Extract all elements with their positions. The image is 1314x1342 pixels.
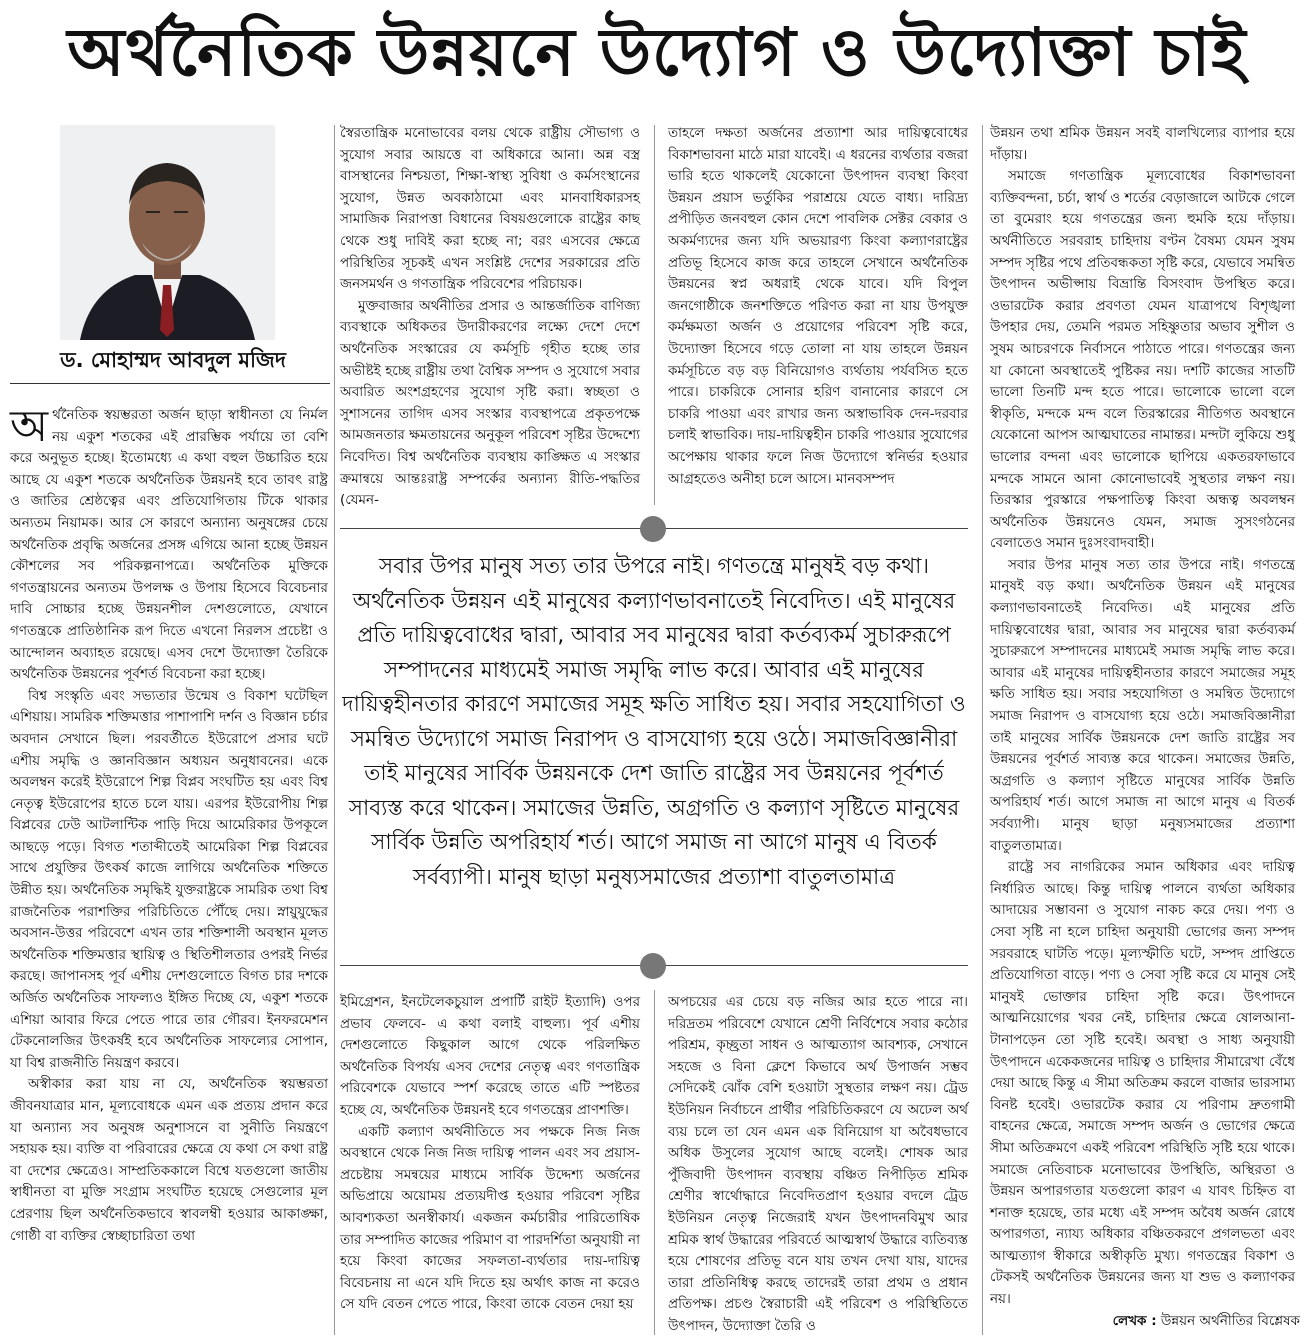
paragraph-2-1: স্বৈরতান্ত্রিক মনোভাবের বলয় থেকে রাষ্ট্রীয় সৌভাগ্য ও সুযোগ সবার আয়ত্তে বা অধিকারে আনা। অন্ন বস্ত্র বাসস্থানের নিশ্চয়তা, শিক্ষা-স্বাস্থ্য সুবিধা ও কর্মসংস্থানের সুযোগ, উন্নত অবকাঠামো এবং মানবাধিকারসহ সামাজিক নিরাপত্তা বিধানের বিষয়গুলোকে রাষ্ট্রের কাছ থেকে শুধু দাবিই করা হচ্ছে না; বরং এসবের ক্ষেত্রে পরিস্থিতির সূচকই এখন সংশ্লিষ্ট দেশের সরকারের প্রতি জনসমর্থন ও গণতান্ত্রিক পরিবেশের পরিচায়ক। <box>340 125 640 293</box>
paragraph-4-3: সবার উপর মানুষ সত্য তার উপরে নাই। গণতন্ত্রে মানুষই বড় কথা। অর্থনৈতিক উন্নয়ন এই মানুষের কল্যাণভাবনাতেই নিবেদিত। এই মানুষের প্রতি দায়িত্ববোধের দ্বারা, আবার সব মানুষের দ্বারা কর্তব্যকর্ম সুচারুরূপে সম্পাদনের মাধ্যমেই সমাজ সমৃদ্ধি লাভ করে। আবার এই মানুষের দায়িত্বহীনতার কারণে সমাজের সমূহ ক্ষতি সাধিত হয়। সবার সহযোগিতা ও সমন্বিত উদ্যোগে সমাজ নিরাপদ ও বাসযোগ্য হয়ে ওঠে। সমাজবিজ্ঞানীরা তাই মানুষের সার্বিক উন্নয়নকে দেশ জাতি রাষ্ট্রের সব উন্নয়নের পূর্বশর্ত সাব্যস্ত করে থাকেন। সমাজের উন্নতি, অগ্রগতি ও কল্যাণ সৃষ্টিতে মানুষের সার্বিক উন্নতি অপরিহার্য শর্ত। আগে সমাজ না আগে মানুষ এ বিতর্ক সর্বব্যাপী। মানুষ ছাড়া মনুষ্যসমাজের প্রত্যাশা বাতুলতামাত্র। <box>990 556 1295 854</box>
pullquote-top-dot <box>640 516 666 542</box>
article-column-4 <box>990 123 1295 1308</box>
article-column-3 <box>668 123 968 495</box>
author-note-text: উন্নয়ন অর্থনীতির বিশ্লেষক <box>1160 1313 1300 1329</box>
paragraph-4-1: উন্নয়ন তথা শ্রমিক উন্নয়ন সবই বালখিল্যের ব্যাপার হয়ে দাঁড়ায়। <box>990 125 1295 163</box>
byline-divider <box>10 383 330 384</box>
paragraph-4-4: রাষ্ট্রে সব নাগরিকের সমান অধিকার এবং দায়িত্ব নির্ধারিত আছে। কিন্তু দায়িত্ব পালনে ব্যর্থতা অধিকার আদায়ের সম্ভাবনা ও সুযোগ নাকচ করে দেয়। পণ্য ও সেবা সৃষ্টি না হলে চাহিদা অনুযায়ী ভোগের জন্য সম্পদ সরবরাহে ঘাটতি পড়ে। মূল্যস্ফীতি ঘটে, সম্পদ প্রাপ্তিতে প্রতিযোগিতা বাড়ে। পণ্য ও সেবা সৃষ্টি করে যে মানুষ সেই মানুষই ভোক্তার চাহিদা সৃষ্টি করে। উৎপাদনে আত্মনিয়োগের খবর নেই, চাহিদার ক্ষেত্রে ষোলআনা-টানাপড়েন তো সৃষ্টি হবেই। অবস্থা ও সাধ্য অনুযায়ী উৎপাদনে একেকজনের দায়িত্ব ও চাহিদার সীমারেখা বেঁধে দেয়া আছে কিন্তু এ সীমা অতিক্রম করলে বাজার ভারসাম্য বিনষ্ট হবেই। ওভারটেক করার যে পরিণাম দ্রুতগামী বাহনের ক্ষেত্রে, সমাজে সম্পদ অর্জন ও ভোগের ক্ষেত্রে সীমা অতিক্রমণে একই পরিবেশ পরিস্থিতি সৃষ্টি হয়ে থাকে। সমাজে নেতিবাচক মনোভাবের উপস্থিতি, অস্থিরতা ও উন্নয়ন অপারগতার যতগুলো কারণ এ যাবৎ চিহ্নিত বা শনাক্ত হয়েছে, তার মধ্যে এই সম্পদ অবৈধ অর্জন রোধে অপারগতা, ন্যায্য অধিকার বঞ্চিতকরণে প্রগলভতা এবং আত্মত্যাগ স্বীকারে অস্বীকৃতি মুখ্য। গণতন্ত্রের বিকাশ ও টেকসই অর্থনৈতিক উন্নয়নের জন্য যা শুভ ও কল্যাণকর নয়। <box>990 859 1295 1308</box>
byline: ড. মোহাম্মদ আবদুল মজিদ <box>60 348 286 372</box>
column-divider-1 <box>334 125 335 1335</box>
article-column-2 <box>340 123 640 509</box>
paragraph-5-1: ইমিগ্রেশন, ইনটেলেকচুয়াল প্রপার্টি রাইট ইত্যাদি) ওপর প্রভাব ফেলবে- এ কথা বলাই বাহুল্য। পূর্ব এশীয় দেশগুলোতে কিছুকাল আগে থেকে পরিলক্ষিত অর্থনৈতিক বিপর্যয় এসব দেশের নেতৃত্ব এবং গণতান্ত্রিক পরিবেশকে যেভাবে স্পর্শ করেছে তাতে এটি স্পষ্টতর হচ্ছে যে, অর্থনৈতিক উন্নয়নই হবে গণতন্ত্রের প্রাণশক্তি। <box>340 994 640 1118</box>
author-photo <box>60 125 275 340</box>
column-divider-3 <box>654 990 655 1335</box>
paragraph-2-2: মুক্তবাজার অর্থনীতির প্রসার ও আন্তর্জাতিক বাণিজ্য ব্যবস্থাকে অধিকতর উদারীকরণের লক্ষ্যে দেশে দেশে অর্থনৈতিক সংস্কারের যে কর্মসূচি গৃহীত হচ্ছে তার অভীষ্টই হচ্ছে রাষ্ট্রীয় তথা বৈশ্বিক সম্পদ ও সুযোগে সবার অবারিত অংশগ্রহণের সুযোগ সৃষ্টি করা। স্বচ্ছতা ও সুশাসনের তাগিদ এসব সংস্কার ব্যবস্থাপত্রে প্রকৃতপক্ষে আমজনতার ক্ষমতায়নের অনুকূল পরিবেশ সৃষ্টির উদ্দেশ্যে নিবেদিত। বিশ্ব অর্থনৈতিক ব্যবস্থায় কাঙ্ক্ষিত এ সংস্কার ক্রমান্বয়ে আন্তঃরাষ্ট্র সম্পর্কের অন্যান্য রীতি-পদ্ধতির (যেমন- <box>340 297 640 509</box>
paragraph-5-2: একটি কল্যাণ অর্থনীতিতে সব পক্ষকে নিজ নিজ অবস্থানে থেকে নিজ নিজ দায়িত্ব পালন এবং সব প্রয়াস-প্রচেষ্টায় সমন্বয়ের মাধ্যমে সার্বিক উদ্দেশ্য অর্জনের অভিপ্রায়ে অয়োময় প্রত্যয়দীপ্ত হওয়ার পরিবেশ সৃষ্টির আবশ্যকতা অনস্বীকার্য। একজন কর্মচারীর পারিতোষিক তার সম্পাদিত কাজের পরিমাণ বা পারদর্শিতা অনুযায়ী না হয়ে কিংবা কাজের সফলতা-ব্যর্থতার দায়-দায়িত্ব বিবেচনায় না এনে যদি দিতে হয় অর্থাৎ কাজ না করেও সে যদি বেতন পেতে পারে, কিংবা তাকে বেতন দেয়া হয় <box>340 1123 640 1313</box>
author-note <box>1040 1310 1300 1332</box>
author-note-label: লেখক : <box>1112 1313 1157 1329</box>
paragraph-1-3: অস্বীকার করা যায় না যে, অর্থনৈতিক স্বয়ম্ভরতা জীবনযাত্রার মান, মূল্যবোধকে এমন এক প্রত্যয় প্রদান করে যা অন্যান্য সব অনুষঙ্গ অনুশাসনে বা সুনীতি নিয়ন্ত্রণে সহায়ক হয়। ব্যক্তি বা পরিবারের ক্ষেত্রে যে কথা সে কথা রাষ্ট্র বা দেশের ক্ষেত্রেও। সাম্প্রতিককালে বিশ্বে যতগুলো জাতীয় স্বাধীনতা বা মুক্তি সংগ্রাম সংঘটিত হয়েছে সেগুলোর মূল প্রেরণায় ছিল অর্থনৈতিকভাবে স্বাবলম্বী হওয়ার আকাঙ্ক্ষা, গোষ্ঠী বা ব্যক্তির স্বেচ্ছাচারিতা তথা <box>10 1076 328 1244</box>
article-column-5 <box>340 992 640 1337</box>
pullquote: সবার উপর মানুষ সত্য তার উপরে নাই। গণতন্ত্রে মানুষই বড় কথা। অর্থনৈতিক উন্নয়ন এই মানুষের কল্যাণভাবনাতেই নিবেদিত। এই মানুষের প্রতি দায়িত্ববোধের দ্বারা, আবার সব মানুষের দ্বারা কর্তব্যকর্ম সুচারুরূপে সম্পাদনের মাধ্যমেই সমাজ সমৃদ্ধি লাভ করে। আবার এই মানুষের দায়িত্বহীনতার কারণে সমাজের সমূহ ক্ষতি সাধিত হয়। সবার সহযোগিতা ও সমন্বিত উদ্যোগে সমাজ নিরাপদ ও বাসযোগ্য হয়ে ওঠে। সমাজবিজ্ঞানীরা তাই মানুষের সার্বিক উন্নয়নকে দেশ জাতি রাষ্ট্রের সব উন্নয়নের পূর্বশর্ত সাব্যস্ত করে থাকেন। সমাজের উন্নতি, অগ্রগতি ও কল্যাণ সৃষ্টিতে মানুষের সার্বিক উন্নতি অপরিহার্য শর্ত। আগে সমাজ না আগে মানুষ এ বিতর্ক সর্বব্যাপী। মানুষ ছাড়া মনুষ্যসমাজের প্রত্যাশা বাতুলতামাত্র <box>342 554 966 890</box>
paragraph-3-1: তাহলে দক্ষতা অর্জনের প্রত্যাশা আর দায়িত্ববোধের বিকাশভাবনা মাঠে মারা যাবেই। এ ধরনের ব্যর্থতার বজরা ভারি হতে থাকলেই যেকোনো উৎপাদন ব্যবস্থা কিংবা উন্নয়ন প্রয়াস ভর্তুকির পরাশ্রয়ে যেতে বাধ্য। দারিদ্র্য প্রপীড়িত জনবহুল কোন দেশে পাবলিক সেক্টর বেকার ও অকর্মণ্যদের জন্য যদি অভয়ারণ্য কিংবা কল্যাণরাষ্ট্রের প্রতিভূ হিসেবে কাজ করে তাহলে সেখানে অর্থনৈতিক উন্নয়নের স্বপ্ন অধরাই থেকে যাবে। যদি বিপুল জনগোষ্ঠীকে জনশক্তিতে পরিণত করা না যায় উপযুক্ত কর্মক্ষমতা অর্জন ও প্রয়োগের পরিবেশ সৃষ্টি করে, উদ্যোক্তা হিসেবে গড়ে তোলা না যায় তাহলে উন্নয়ন কর্মসূচিতে বড় বড় বিনিয়োগও ব্যর্থতায় পর্যবসিত হতে পারে। চাকরিকে সোনার হরিণ বানানোর কারণে সে চাকরি পাওয়া এবং রাখার জন্য অস্বাভাবিক দেন-দরবার চলাই স্বাভাবিক। দায়-দায়িত্বহীন চাকরি পাওয়ার সুযোগের অপেক্ষায় থাকার ফলে নিজ উদ্যোগে স্বনির্ভর হওয়ার আগ্রহতেও অনীহা চলে আসে। মানবসম্পদ <box>668 125 968 487</box>
paragraph-4-2: সমাজে গণতান্ত্রিক মূল্যবোধের বিকাশভাবনা ব্যক্তিবন্দনা, চর্চা, স্বার্থ ও শর্তের বেড়াজালে আটকে গেলে তা বুমেরাং হয়ে গণতন্ত্রের জন্য হুমকি হয়ে দাঁড়ায়। অর্থনীতিতে সরবরাহ চাহিদায় বণ্টন বৈষম্য যেমন সুষম সম্পদ সৃষ্টির পথে প্রতিবন্ধকতা সৃষ্টি করে, যেভাবে সমন্বিত উৎপাদন অভীপ্সায় বিভ্রান্তি বিসংবাদ উপস্থিত করে। ওভারটেক করার প্রবণতা যেমন যাত্রাপথে বিশৃঙ্খলা উপহার দেয়, তেমনি পরমত সহিষ্ণুতার অভাব সুশীল ও সুষম আচরণকে নির্বাসনে পাঠাতে পারে। গণতন্ত্রের জন্য যা কোনো অবস্থাতেই পুষ্টিকর নয়। দশটি কাজের সাতটি ভালো তিনটি মন্দ হতে পারে। ভালোকে ভালো বলে স্বীকৃতি, মন্দকে মন্দ বলে তিরস্কারের নীতিগত অবস্থানে যেকোনো আপস আত্মঘাতের নামান্তর। মন্দটা লুকিয়ে শুধু ভালোর বন্দনা এবং ভালোকে ছাপিয়ে একতরফাভাবে মন্দকে সামনে আনা কোনোভাবেই সুস্থতার লক্ষণ নয়। তিরস্কার পুরস্কারে পক্ষপাতিত্ব কিংবা অন্ধত্ব অবলম্বন অর্থনৈতিক উন্নয়নেও যেমন, সমাজ সুসংগঠনের বেলাতেও সমান দুঃসংবাদবাহী। <box>990 168 1295 552</box>
dropcap: অ <box>10 401 49 452</box>
article-column-1 <box>10 401 328 1335</box>
paragraph-1-2: বিশ্ব সংস্কৃতি এবং সভ্যতার উন্মেষ ও বিকাশ ঘটেছিল এশিয়ায়। সামরিক শক্তিমত্তার পাশাপাশি দর্শন ও বিজ্ঞান চর্চার অবদান সেখানে ছিল। পরবর্তীতে ইউরোপে প্রসার ঘটে এশীয় সমৃদ্ধি ও জ্ঞানবিজ্ঞান অধ্যয়ন অনুধাবনের। একে অবলম্বন করেই ইউরোপে শিল্প বিপ্লব সংঘটিত হয় এবং বিশ্ব নেতৃত্ব ইউরোপের হাতে চলে যায়। এরপর ইউরোপীয় শিল্প বিপ্লবের ঢেউ আটলান্টিক পাড়ি দিয়ে আমেরিকার উপকূলে আছড়ে পড়ে। বিগত শতাব্দীতেই আমেরিকা শিল্প বিপ্লবের সাথে প্রযুক্তির উৎকর্ষ কাজে লাগিয়ে অর্থনৈতিক শক্তিতে উন্নীত হয়। অর্থনৈতিক সমৃদ্ধিই যুক্তরাষ্ট্রকে সামরিক তথা বিশ্ব রাজনৈতিক পরাশক্তির পরিচিতিতে পৌঁছে দেয়। স্নায়ুযুদ্ধের অবসান-উত্তর পরিবেশে এখন তার শক্তিশালী অবস্থান মূলত অর্থনৈতিক শক্তিমত্তার স্থায়িত্ব ও স্থিতিশীলতার ওপরই নির্ভর করছে। জাপানসহ পূর্ব এশীয় দেশগুলোতে বিগত চার দশকে অর্জিত অর্থনৈতিক সাফল্যও ইঙ্গিত দিচ্ছে যে, একুশ শতকে এশিয়া আবার ফিরে পেতে পারে তার গৌরব। ইনফরমেশন টেকনোলজির উৎকর্ষই হবে অর্থনৈতিক সাফল্যের সোপান, যা বিশ্ব রাজনীতি নিয়ন্ত্রণ করবে। <box>10 687 328 1071</box>
headline: অর্থনৈতিক উন্নয়নে উদ্যোগ ও উদ্যোক্তা চাই <box>67 14 1247 91</box>
paragraph-6-1: অপচয়ের এর চেয়ে বড় নজির আর হতে পারে না। দরিদ্রতম পরিবেশে যেখানে শ্রেণী নির্বিশেষে সবার কঠোর পরিশ্রম, কৃচ্ছ্রতা সাধন ও আত্মত্যাগ আবশ্যক, সেখানে সহজে ও বিনা ক্লেশে কিভাবে অর্থ উপার্জন সম্ভব সেদিকেই ঝোঁক বেশি হওয়াটা সুস্থতার লক্ষণ নয়। ট্রেড ইউনিয়ন নির্বাচনে প্রার্থীর পরিচিতিকরণে যে অঢেল অর্থ ব্যয় চলে তা যেন এমন এক বিনিয়োগ যা অবৈধভাবে অধিক উসুলের সুযোগ আছে বলেই। শোষক আর পুঁজিবাদী উৎপাদন ব্যবস্থায় বঞ্চিত নিপীড়িত শ্রমিক শ্রেণীর স্বার্থোদ্ধারে নিবেদিতপ্রাণ হওয়ার বদলে ট্রেড ইউনিয়ন নেতৃত্ব নিজেরাই যখন উৎপাদনবিমুখ আর শ্রমিক স্বার্থ উদ্ধারের পরিবর্তে আত্মস্বার্থ উদ্ধারে ব্যতিব্যস্ত হয়ে শোষণের প্রতিভূ বনে যায় তখন দেখা যায়, যাদের তারা প্রতিনিধিত্ব করছে তাদেরই তারা প্রথম ও প্রধান প্রতিপক্ষ। প্রচণ্ড স্বৈরাচারী এই পরিবেশ ও পরিস্থিতিতে উৎপাদন, উদ্যোক্তা তৈরি ও <box>668 994 968 1334</box>
paragraph-1-1: অর্থনৈতিক স্বয়ম্ভরতা অর্জন ছাড়া স্বাধীনতা যে নির্মল নয় একুশ শতকের এই প্রারম্ভিক পর্যায়ে তা বেশি করে অনুভূত হচ্ছে। ইতোমধ্যে এ কথা বহুল উচ্চারিত হয়ে আছে যে একুশ শতকে অর্থনৈতিক উন্নয়নই হবে তাবৎ রাষ্ট্র ও জাতির শ্রেষ্ঠত্বের এবং প্রতিযোগিতায় টিকে থাকার অন্যতম নিয়ামক। আর সে কারণে অন্যান্য অনুষঙ্গের চেয়ে অর্থনৈতিক প্রবৃদ্ধি অর্জনের প্রসঙ্গ এগিয়ে আনা হচ্ছে উন্নয়ন কৌশলের সব পরিকল্পনাপত্রে। অর্থনৈতিক মুক্তিকে গণতন্ত্রায়নের অন্যতম উপলক্ষ ও উপায় হিসেবে বিবেচনার দাবি সোচ্চার হচ্ছে উন্নয়নশীল দেশগুলোতে, যেখানে গণতন্ত্রকে প্রাতিষ্ঠানিক রূপ দিতে এখনো নিরলস প্রচেষ্টা ও আন্দোলন অব্যাহত রয়েছে। এসব দেশে উদ্যোক্তা তৈরিকে অর্থনৈতিক উন্নয়নের পূর্বশর্ত বিবেচনা করা হচ্ছে। <box>10 401 328 683</box>
column-divider-2 <box>654 125 655 505</box>
column-divider-4 <box>982 125 983 1335</box>
article-column-6 <box>668 992 968 1337</box>
pullquote-bottom-dot <box>640 953 666 979</box>
